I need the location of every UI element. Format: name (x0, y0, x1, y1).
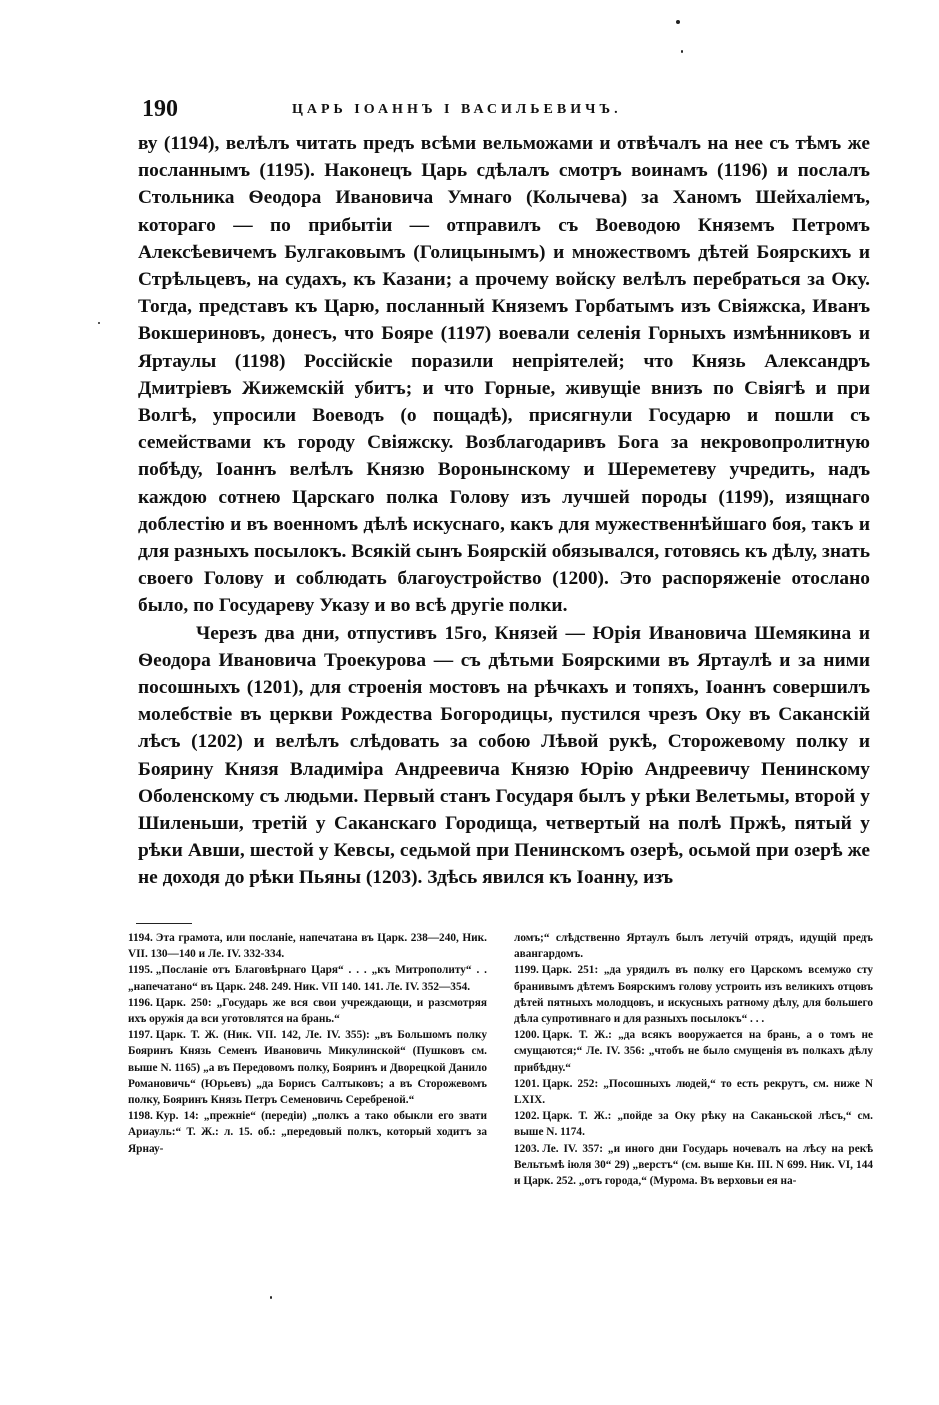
footnote-number: 1200. (514, 1029, 540, 1042)
footnote-text: Эта грамота, или посланiе, напечатана въ Царк. 238—240, Ник. VII. 130—140 и Ле. IV. 332-334. (128, 932, 487, 961)
footnote-number: 1197. (128, 1029, 153, 1042)
print-speck (98, 322, 100, 324)
footnote-number: 1198. (128, 1110, 153, 1123)
footnote-number: 1202. (514, 1110, 540, 1123)
footnote-number: 1201. (514, 1077, 540, 1090)
footnote (128, 1108, 487, 1157)
print-speck (681, 50, 683, 53)
footnote-number: 1195. (128, 964, 153, 977)
footnote (128, 930, 487, 962)
footnote-number: 1199. (514, 964, 539, 977)
paragraph: Черезъ два дни, отпустивъ 15го, Князей — Юрiя Ивановича Шемякина и Ѳеодора Ивановича Троекурова — съ дѣтьми Боярскими въ Яртаулѣ и за ними посошныхъ (1201), для строенiя мостовъ на рѣчкахъ и топяхъ, Iоаннъ совершилъ молебствiе въ церкви Рождества Богородицы, пустился чрезъ Оку въ Саканскiй лѣсъ (1202) и велѣлъ слѣдовать за собою Лѣвой рукѣ, Сторожевому полку и Боярину Князя Владимiра Андреевича Князю Юрiю Андреевичу Пенинскому Оболенскому съ людьми. Первый станъ Государя былъ у рѣки Велетьмы, второй у Шиленьши, третiй у Саканскаго Городища, четвертый на полѣ Пржѣ, пятый у рѣки Авши, шестой у Кевсы, седьмой при Пенинскомъ озерѣ, осьмой при озерѣ же не доходя до рѣки Пьяны (1203). Здѣсь явился къ Iоанну, изъ (138, 622, 870, 889)
footnote-number: 1194. (128, 932, 153, 944)
footnote-text: Царк. Т. Ж. (Ник. VII. 142, Ле. IV. 355): „въ Большомъ полку Бояринъ Князь Семенъ Ивановичь Микулинской“ (Пушковъ см. выше N. 1165) „а въ Передовомъ полку, Бояринъ и Дворецкой Данило Романовичь“ (Юрьевъ) „да Борисъ Салтыковъ; а въ Сторожевомъ полку, Бояринъ Князь Петръ Семеновичь Серебреной.“ (128, 1029, 487, 1107)
footnote-text: Ле. IV. 357: „и иного дни Государь ночевалъ на лѣсу на рекѣ Вельтьмѣ іюля 30“ 29) „верстъ“ (см. выше Кн. III. N 699. Ник. VI, 144 и Царк. 252. „отъ города,“ (Мурома. Въ верховьи ея на- (514, 1142, 873, 1188)
footnote-text: Царк. Т. Ж.: „да всякъ вооружается на брань, а о томъ не смущаются;“ Ле. IV. 356: „чтобъ не было смущенiя въ полкахъ дѣлу прибѣдну.“ (514, 1029, 873, 1074)
footnote (128, 1027, 487, 1108)
print-speck (270, 1296, 272, 1299)
footnote-text: Царк. Т. Ж.: „пойде за Оку рѣку на Саканьской лѣсъ,“ см. выше N. 1174. (514, 1110, 873, 1139)
main-text (138, 130, 870, 892)
footnotes (128, 930, 873, 1189)
footnote (514, 1027, 873, 1076)
footnote (514, 1076, 873, 1108)
paragraph: ву (1194), велѣлъ читать предъ всѣми вельможами и отвѣчалъ на нее съ тѣмъ же посланнымъ (1195). Наконецъ Царь сдѣлалъ смотръ воинамъ (1196) и послалъ Стольника Ѳеодора Ивановича Умнаго (Колычева) за Ханомъ Шейхалiемъ, котораго — по прибытiи — отправилъ съ Воеводою Княземъ Петромъ Алексѣевичемъ Булгаковымъ (Голицынымъ) и множествомъ дѣтей Боярскихъ и Стрѣльцевъ, на судахъ, къ Казани; а прочему войску велѣлъ перебраться за Оку. Тогда, представъ къ Царю, посланный Княземъ Горбатымъ изъ Свiяжска, Иванъ Вокшериновъ, донесъ, что Бояре (1197) воевали селенiя Горныхъ измѣнниковъ и Яртаулы (1198) Россiйскiе поразили непрiятелей; что Князь Александръ Дмитрiевъ Жижемскiй убитъ; и что Горные, живущiе внизъ по Свiягѣ и при Волгѣ, упросили Воеводъ (о пощадѣ), присягнули Государю и пошли съ семействами къ городу Свiяжску. Возблагодаривъ Бога за некровопролитную побѣду, Iоаннъ велѣлъ Князю Воронынскому и Шереметеву учредить, надъ каждою сотнею Царскаго полка Голову изъ лучшей породы (1199), изящнаго доблестiю и въ военномъ дѣлѣ искуснаго, какъ для мужественнѣйшаго боя, такъ и для разныхъ посылокъ. Всякiй сынъ Боярскiй обязывался, готовясь къ дѣлу, знать своего Голову и соблюдать благоустройство (1200). Это распоряженiе отослано было, по Государеву Указу и во всѣ другiе полки. (138, 133, 870, 617)
footnote-separator (136, 923, 192, 924)
footnote-number: 1203. (514, 1142, 540, 1155)
footnote-text: Царк. 252: „Посошныхъ людей,“ то есть рекрутъ, см. ниже N LXIX. (514, 1077, 873, 1107)
footnote (514, 930, 873, 962)
footnote-text: „Посланiе отъ Благовѣрнаго Царя“ . . . „къ Митрополиту“ . . „напечатано“ въ Царк. 248. 249. Ник. VII 140. 141. Ле. IV. 352—354. (128, 964, 487, 993)
footnote-text: Царк. 251: „да урядилъ въ полку его Царскомъ всемужо сту бранивымъ дѣтемъ Боярскимъ голову устроить изъ великихъ отцовъ дѣтей пятныхъ молодцовъ, и искусныхъ ратному дѣлу, для большего дѣла супротивнаго и для разныхъ посылокъ“ . . . (514, 964, 873, 1026)
running-title: ЦАРЬ ІОАННЪ І ВАСИЛЬЕВИЧЪ. (292, 102, 622, 117)
page-number: 190 (142, 96, 178, 122)
footnote (514, 1108, 873, 1140)
footnote (514, 1141, 873, 1190)
footnote (128, 995, 487, 1027)
footnotes-left-column (128, 930, 487, 1189)
footnotes-right-column (514, 930, 873, 1189)
footnote (128, 962, 487, 994)
footnote-text: Царк. 250: „Государь же вся свои учреждающи, и разсмотряя ихъ оружiя да вси уготовлятся на брань.“ (128, 996, 487, 1026)
footnote-text: Кур. 14: „прежнiе“ (передiи) „полкъ а тако обыкли его звати Ариауль:“ Т. Ж.: л. 15. об.: „передовый полкъ, который ходитъ за Ярнау- (128, 1110, 487, 1155)
print-speck (676, 20, 680, 24)
footnote (514, 962, 873, 1027)
footnote-text: ломъ;“ слѣдственно Яртаулъ былъ летучiй отрядъ, идущiй предъ авангардомъ. (514, 932, 873, 961)
footnote-number: 1196. (128, 996, 153, 1009)
page-header (130, 96, 874, 130)
